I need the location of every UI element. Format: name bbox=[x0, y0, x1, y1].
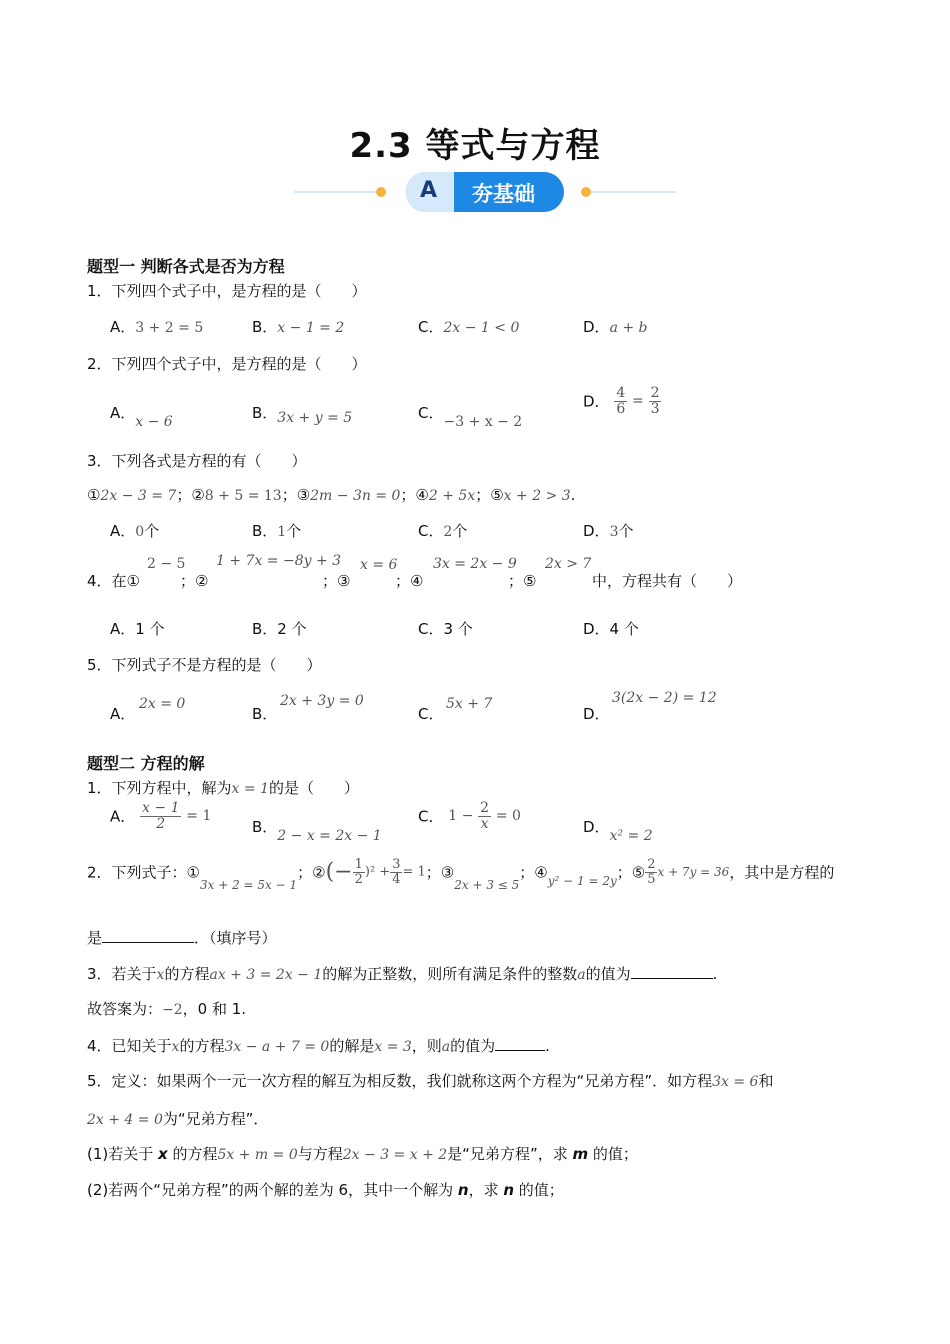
s1-q4-label2: ；② bbox=[180, 572, 209, 590]
s1-q1-option-d: D．a + b bbox=[583, 318, 648, 336]
s1-q2-option-d: D． $\frac{4}{6}$ = $\frac{2}{3}$ bbox=[583, 385, 660, 417]
s1-q3-items: ①2x − 3 = 7；②8 + 5 = 13；③2m − 3n = 0；④2 + 5x；⑤x + 2 > 3. bbox=[87, 486, 576, 504]
s1-q4-expr4: 3x = 2x − 9 bbox=[433, 556, 517, 572]
s1-q5-option-d-expr: 3(2x − 2) = 12 bbox=[612, 690, 717, 706]
s1-q4-option-a: A．1 个 bbox=[110, 620, 165, 638]
s1-q3-option-c: C．2个 bbox=[418, 522, 468, 540]
s2-q1-stem: 1．下列方程中，解为x = 1的是（ ） bbox=[87, 779, 359, 797]
s1-q4-option-d: D．4 个 bbox=[583, 620, 639, 638]
s1-q4-option-b: B．2 个 bbox=[252, 620, 307, 638]
banner-text: 夯基础 bbox=[472, 182, 535, 206]
s1-q4-tail: 中，方程共有（ ） bbox=[592, 572, 743, 590]
section-banner bbox=[290, 170, 680, 214]
s1-q2-option-c: C．−3 + x − 2 bbox=[418, 404, 523, 430]
answer-blank[interactable] bbox=[631, 962, 713, 979]
s1-q1-option-b: B．x − 1 = 2 bbox=[252, 318, 345, 336]
s1-q2-option-b: B．3x + y = 5 bbox=[252, 404, 353, 426]
banner-letter: A bbox=[420, 178, 438, 203]
s1-q3-option-d: D．3个 bbox=[583, 522, 634, 540]
s2-q1-option-a: A． $\frac{x - 1}{2}$ = 1 bbox=[110, 800, 212, 832]
s1-q5-stem: 5．下列式子不是方程的是（ ） bbox=[87, 656, 322, 674]
s1-q4-label3: ；③ bbox=[322, 572, 351, 590]
s2-q1-option-c: C． 1 − $\frac{2}{x}$ = 0 bbox=[418, 800, 521, 832]
s1-q5-option-a-label: A． bbox=[110, 705, 136, 723]
s2-q2-line1: 2．下列式子：$①_{3x + 2 = 5x - 1}$；②(− $\frac{1}{2}$ )² + $\frac{3}{4}$ = 1；$③_{2x + 3 \le 5}$；$④_{y^2 - 1 = 2y}$；⑤ $\frac{2}{5}$ x + 7y = 36，其中是方程的 bbox=[87, 857, 835, 892]
s1-q4-label5: ；⑤ bbox=[508, 572, 537, 590]
s1-q4-label1: 4．在① bbox=[87, 572, 140, 590]
s1-q4-label4: ；④ bbox=[395, 572, 424, 590]
s1-q4-option-c: C．3 个 bbox=[418, 620, 473, 638]
s2-q1-option-d: D．x² = 2 bbox=[583, 818, 653, 844]
banner-dot-left bbox=[376, 187, 386, 197]
s1-q5-option-c-expr: 5x + 7 bbox=[446, 696, 493, 712]
answer-blank[interactable] bbox=[102, 926, 194, 943]
s2-q3: 3．若关于x的方程ax + 3 = 2x − 1的解为正整数，则所有满足条件的整数a的值为 . bbox=[87, 962, 717, 984]
s1-q5-option-a-expr: 2x = 0 bbox=[139, 696, 186, 712]
s2-q4: 4．已知关于x的方程3x − a + 7 = 0的解是x = 3，则a的值为 . bbox=[87, 1034, 550, 1056]
s2-q5-part2: (2)若两个“兄弟方程”的两个解的差为 6，其中一个解为 n，求 n 的值； bbox=[87, 1181, 564, 1199]
section-heading-2: 题型二 方程的解 bbox=[87, 754, 205, 773]
s1-q1-option-c: C．2x − 1 < 0 bbox=[418, 318, 520, 336]
s1-q5-option-c-label: C． bbox=[418, 705, 444, 723]
s1-q1-stem: 1．下列四个式子中，是方程的是（ ） bbox=[87, 282, 367, 300]
s2-q5-part1: (1)若关于 x 的方程5x + m = 0与方程2x − 3 = x + 2是“兄弟方程”，求 m 的值； bbox=[87, 1145, 638, 1163]
s1-q3-option-b: B．1个 bbox=[252, 522, 302, 540]
s1-q2-option-a: A．x − 6 bbox=[110, 404, 173, 430]
s2-q2-line2: 是 ．（填序号） bbox=[87, 926, 277, 948]
s1-q4-expr2: 1 + 7x = −8y + 3 bbox=[216, 553, 342, 569]
answer-blank[interactable] bbox=[495, 1034, 545, 1051]
banner-dot-right bbox=[581, 187, 591, 197]
s1-q3-option-a: A．0个 bbox=[110, 522, 160, 540]
s1-q4-expr3: x = 6 bbox=[360, 557, 398, 573]
s1-q4-expr5: 2x > 7 bbox=[545, 556, 592, 572]
s1-q4-expr1: 2 − 5 bbox=[147, 556, 186, 572]
s2-q5-line2: 2x + 4 = 0为“兄弟方程”． bbox=[87, 1110, 269, 1128]
s1-q2-stem: 2．下列四个式子中，是方程的是（ ） bbox=[87, 355, 367, 373]
s2-q1-option-b: B．2 − x = 2x − 1 bbox=[252, 818, 382, 844]
s1-q3-stem: 3．下列各式是方程的有（ ） bbox=[87, 452, 307, 470]
s2-answer-note: 故答案为：−2，0 和 1. bbox=[87, 1000, 247, 1018]
s1-q5-option-b-expr: 2x + 3y = 0 bbox=[280, 693, 364, 709]
page-title: 2.3 等式与方程 bbox=[349, 126, 601, 166]
s1-q5-option-b-label: B． bbox=[252, 705, 278, 723]
s1-q1-option-a: A．3 + 2 = 5 bbox=[110, 318, 204, 336]
s2-q5-line1: 5．定义：如果两个一元一次方程的解互为相反数，我们就称这两个方程为“兄弟方程”．如方程3x = 6和 bbox=[87, 1072, 774, 1090]
s1-q5-option-d-label: D． bbox=[583, 705, 610, 723]
section-heading-1: 题型一 判断各式是否为方程 bbox=[87, 257, 285, 276]
